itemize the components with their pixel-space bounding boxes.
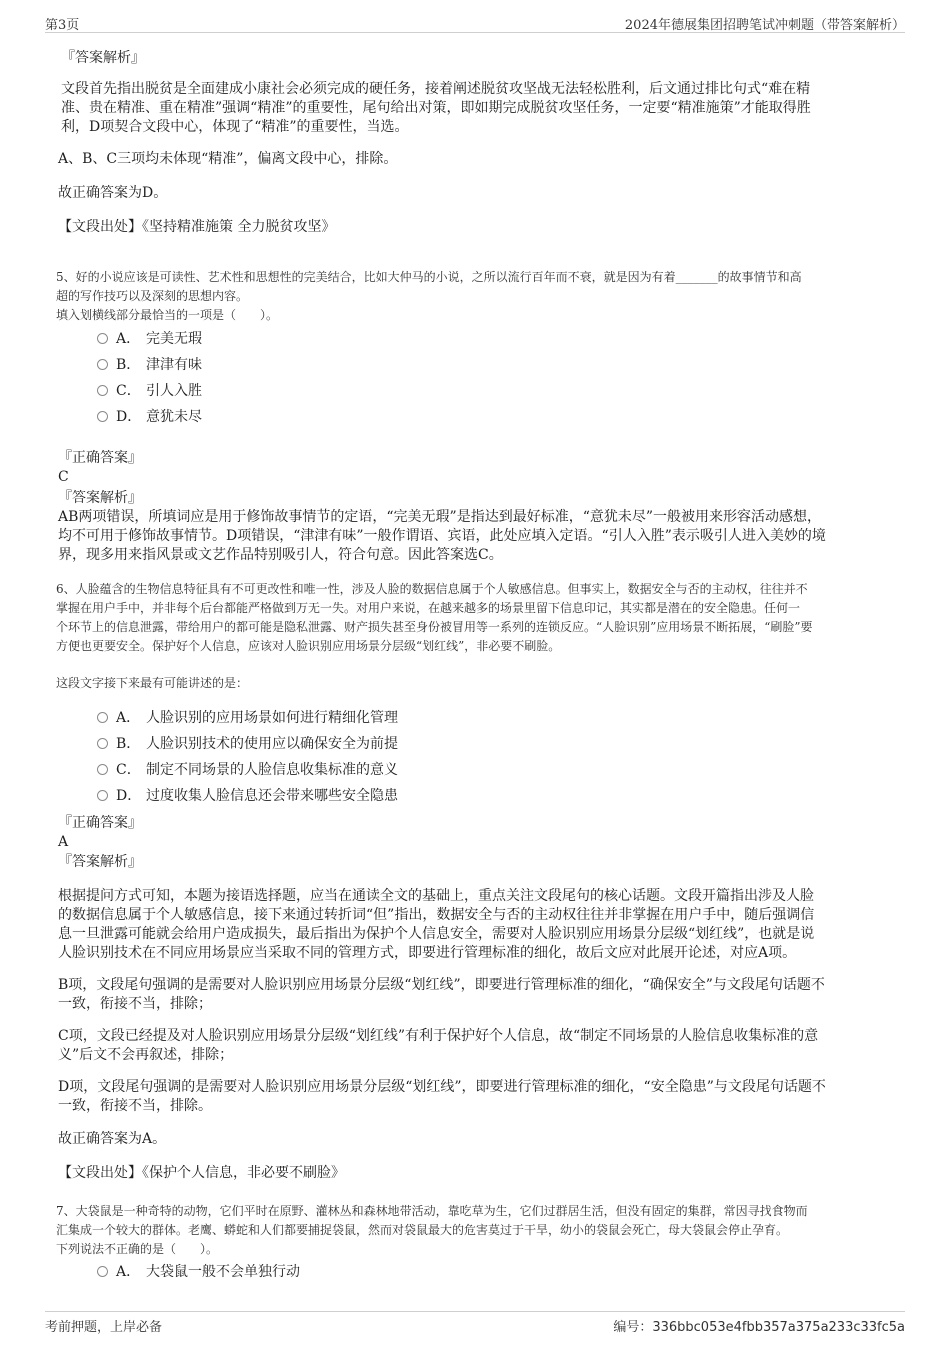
q5-analysis-label: 『答案解析』 [58, 490, 142, 506]
q5-analysis: 界，现多用来指风景或文艺作品特别吸引人，符合句意。因此答案选C。 [58, 547, 503, 563]
q5-option-d[interactable] [97, 407, 202, 427]
analysis-exclude: A、B、C三项均未体现“精准”，偏离文段中心，排除。 [58, 151, 398, 167]
radio-icon[interactable] [97, 790, 108, 801]
option-text: 大袋鼠一般不会单独行动 [146, 1264, 300, 1280]
q7-option-a[interactable] [97, 1262, 300, 1282]
page-header [45, 12, 905, 33]
option-text: 人脸识别的应用场景如何进行精细化管理 [146, 710, 398, 726]
option-text: 人脸识别技术的使用应以确保安全为前提 [146, 736, 398, 752]
option-text: 津津有味 [146, 357, 202, 373]
q6-option-b[interactable] [97, 734, 398, 754]
q5-option-c[interactable] [97, 381, 202, 401]
option-text: 完美无瑕 [146, 331, 202, 347]
q6-stem: 掌握在用户手中，并非每个后台都能严格做到万无一失。对用户来说，在越来越多的场景里留下信息印记，其实都是潜在的安全隐患。任何一 [56, 601, 801, 615]
q6-question: 这段文字接下来最有可能讲述的是： [56, 676, 249, 690]
q5-stem: 5、好的小说应该是可读性、艺术性和思想性的完美结合，比如大仲马的小说，之所以流行百年而不衰，就是因为有着_______的故事情节和高 [56, 270, 802, 284]
page-footer [45, 1311, 905, 1334]
page-number: 第3页 [45, 18, 80, 33]
q6-analysis-c: 义”后文不会再叙述，排除； [58, 1047, 234, 1063]
radio-icon[interactable] [97, 359, 108, 370]
radio-icon[interactable] [97, 764, 108, 775]
option-text: 引人入胜 [146, 383, 202, 399]
q6-final-answer: 故正确答案为A。 [58, 1131, 167, 1147]
analysis-text: 利，D项契合文段中心，体现了“精准”的重要性，当选。 [61, 119, 409, 135]
q7-stem: 7、大袋鼠是一种奇特的动物，它们平时在原野、灌林丛和森林地带活动，靠吃草为生，它们过群居生活，但没有固定的集群，常因寻找食物而 [56, 1204, 808, 1218]
option-letter: B． [116, 736, 141, 752]
q7-stem: 汇集成一个较大的群体。老鹰、蟒蛇和人们都要捕捉袋鼠，然而对袋鼠最大的危害莫过于干旱，幼小的袋鼠会死亡，母大袋鼠会停止孕育。 [56, 1223, 789, 1237]
q5-option-a[interactable] [97, 329, 202, 349]
q6-option-a[interactable] [97, 708, 398, 728]
option-letter: B． [116, 357, 141, 373]
analysis-text: 文段首先指出脱贫是全面建成小康社会必须完成的硬任务，接着阐述脱贫攻坚战无法轻松胜利，后文通过排比句式“难在精 [61, 81, 811, 97]
radio-icon[interactable] [97, 333, 108, 344]
q6-answer: A [58, 834, 69, 850]
q5-answer-label: 『正确答案』 [58, 450, 142, 466]
q6-analysis-d: 一致，衔接不当，排除。 [58, 1098, 212, 1114]
q6-stem: 方便也更要安全。保护好个人信息，应该对人脸识别应用场景分层级“划红线”，非必要不刷脸。 [56, 639, 561, 653]
radio-icon[interactable] [97, 1266, 108, 1277]
radio-icon[interactable] [97, 738, 108, 749]
analysis-text: 准、贵在精准、重在精准”强调“精准”的重要性，尾句给出对策，即如期完成脱贫攻坚任务，一定要“精准施策”才能取得胜 [61, 100, 811, 116]
option-letter: D． [116, 788, 142, 804]
q6-analysis-label: 『答案解析』 [58, 854, 142, 870]
q6-option-c[interactable] [97, 760, 398, 780]
q6-analysis: 人脸识别技术在不同应用场景应当采取不同的管理方式，即要进行管理标准的细化，故后文应对此展开论述，对应A项。 [58, 945, 797, 961]
radio-icon[interactable] [97, 712, 108, 723]
q5-answer: C [58, 469, 69, 485]
option-letter: A． [116, 1264, 141, 1280]
analysis-answer: 故正确答案为D。 [58, 185, 168, 201]
q5-analysis: AB两项错误，所填词应是用于修饰故事情节的定语，“完美无瑕”是指达到最好标准，“意犹未尽”一般被用来形容活动感想， [58, 509, 822, 525]
code-label: 编号： [613, 1320, 653, 1335]
q6-analysis: 的数据信息属于个人敏感信息，接下来通过转折词“但”指出，数据安全与否的主动权往往并非掌握在用户手中，随后强调信 [58, 907, 815, 923]
footer-slogan: 考前押题，上岸必备 [45, 1320, 163, 1335]
option-text: 制定不同场景的人脸信息收集标准的意义 [146, 762, 398, 778]
code-value: 336bbc053e4fbb357a375a233c33fc5a [652, 1320, 905, 1335]
q6-analysis-d: D项，文段尾句强调的是需要对人脸识别应用场景分层级“划红线”，即要进行管理标准的细化，“安全隐患”与文段尾句话题不 [58, 1079, 826, 1095]
q5-option-b[interactable] [97, 355, 202, 375]
q6-analysis-b: B项，文段尾句强调的是需要对人脸识别应用场景分层级“划红线”，即要进行管理标准的细化，“确保安全”与文段尾句话题不 [58, 977, 825, 993]
document-title: 2024年德展集团招聘笔试冲刺题（带答案解析） [624, 18, 905, 33]
q6-option-d[interactable] [97, 786, 398, 806]
analysis-label: 『答案解析』 [61, 50, 145, 66]
q7-stem: 下列说法不正确的是（ ）。 [56, 1242, 219, 1256]
option-letter: C． [116, 383, 141, 399]
option-letter: D． [116, 409, 142, 425]
q5-stem: 超的写作技巧以及深刻的思想内容。 [56, 289, 249, 303]
q6-stem: 6、人脸蕴含的生物信息特征具有不可更改性和唯一性，涉及人脸的数据信息属于个人敏感信息。但事实上，数据安全与否的主动权，往往并不 [56, 582, 808, 596]
option-letter: A． [116, 331, 141, 347]
q6-analysis: 息一旦泄露可能就会给用户造成损失，最后指出为保护个人信息安全，需要对人脸识别应用场景分层级“划红线”，也就是说 [58, 926, 815, 942]
radio-icon[interactable] [97, 411, 108, 422]
q6-analysis-b: 一致，衔接不当，排除； [58, 996, 212, 1012]
option-text: 过度收集人脸信息还会带来哪些安全隐患 [146, 788, 398, 804]
source-citation: 【文段出处】《坚持精准施策 全力脱贫攻坚》 [58, 219, 336, 235]
option-letter: C． [116, 762, 141, 778]
radio-icon[interactable] [97, 385, 108, 396]
q6-source-citation: 【文段出处】《保护个人信息，非必要不刷脸》 [58, 1165, 345, 1181]
q5-analysis: 均不可用于修饰故事情节。D项错误，“津津有味”一般作谓语、宾语，此处应填入定语。“引人入胜”表示吸引人进入美妙的境 [58, 528, 826, 544]
q5-stem: 填入划横线部分最恰当的一项是（ ）。 [56, 308, 279, 322]
q6-analysis-c: C项，文段已经提及对人脸识别应用场景分层级“划红线”有利于保护好个人信息，故“制定不同场景的人脸信息收集标准的意 [58, 1028, 819, 1044]
option-letter: A． [116, 710, 141, 726]
q6-analysis: 根据提问方式可知，本题为接语选择题，应当在通读全文的基础上，重点关注文段尾句的核心话题。文段开篇指出涉及人脸 [58, 888, 814, 904]
q6-stem: 个环节上的信息泄露，带给用户的都可能是隐私泄露、财产损失甚至身份被冒用等一系列的连锁反应。“人脸识别”应用场景不断拓展，“刷脸”要 [56, 620, 813, 634]
option-text: 意犹未尽 [146, 409, 202, 425]
footer-code [613, 1316, 905, 1335]
q6-answer-label: 『正确答案』 [58, 815, 142, 831]
